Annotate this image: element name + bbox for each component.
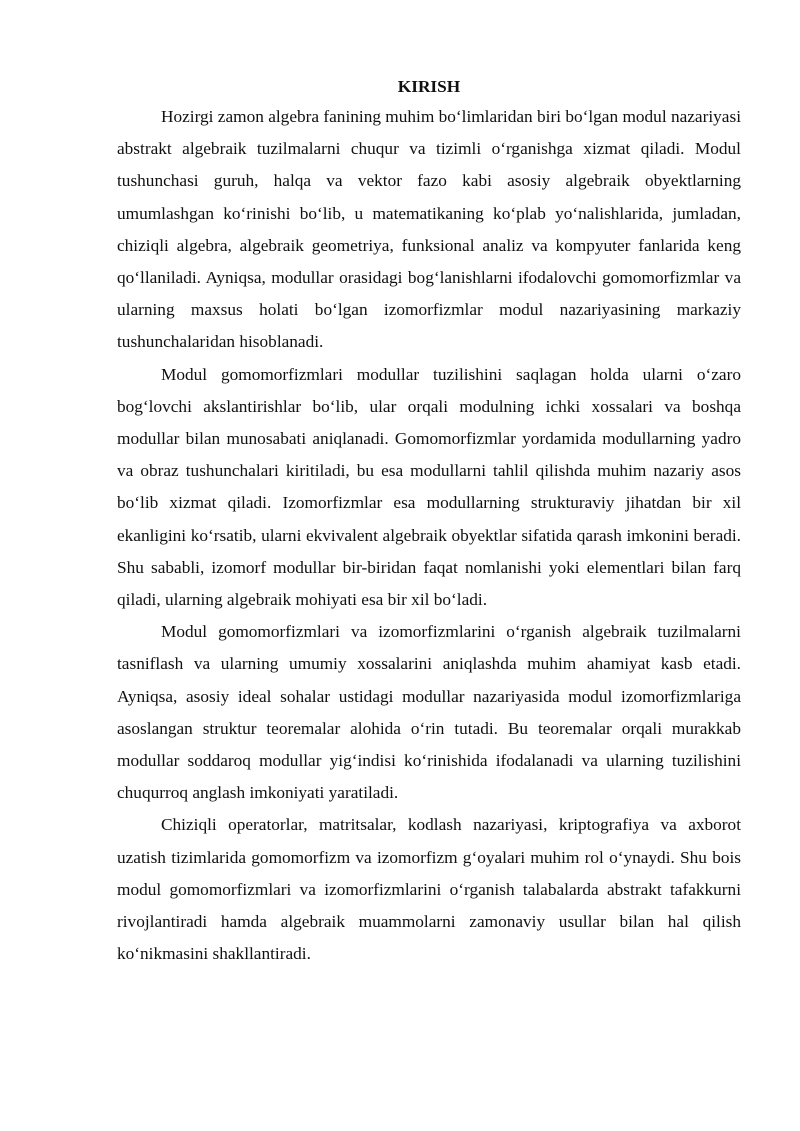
- paragraph-2: Modul gomomorfizmlari modullar tuzilishini saqlagan holda ularni o‘zaro bog‘lovchi akslantirishlar bo‘lib, ular orqali modulning ichki xossalari va boshqa modullar bilan munosabati aniqlanadi. Gomomorfizmlar yordamida modullarning yadro va obraz tushunchalari kiritiladi, bu esa modullarni tahlil qilishda muhim nazariy asos bo‘lib xizmat qiladi. Izomorfizmlar esa modullarning strukturaviy jihatdan bir xil ekanligini ko‘rsatib, ularni ekvivalent algebraik obyektlar sifatida qarash imkonini beradi. Shu sababli, izomorf modullar bir-biridan faqat nomlanishi yoki elementlari bilan farq qiladi, ularning algebraik mohiyati esa bir xil bo‘ladi.: [117, 364, 741, 610]
- paragraph-4: Chiziqli operatorlar, matritsalar, kodlash nazariyasi, kriptografiya va axborot uzatish tizimlarida gomomorfizm va izomorfizm g‘oyalari muhim rol o‘ynaydi. Shu bois modul gomomorfizmlari va izomorfizmlarini o‘rganish talabalarda abstrakt tafakkurni rivojlantiradi hamda algebraik muammolarni zamonaviy usullar bilan hal qilish ko‘nikmasini shakllantiradi.: [117, 815, 741, 964]
- document-body: [117, 74, 741, 970]
- section-heading: KIRISH: [397, 77, 461, 96]
- paragraph-1: Hozirgi zamon algebra fanining muhim bo‘limlaridan biri bo‘lgan modul nazariyasi abstrakt algebraik tuzilmalarni chuqur va tizimli o‘rganishga xizmat qiladi. Modul tushunchasi guruh, halqa va vektor fazo kabi asosiy algebraik obyektlarning umumlashgan ko‘rinishi bo‘lib, u matematikaning ko‘plab yo‘nalishlarida, jumladan, chiziqli algebra, algebraik geometriya, funksional analiz va kompyuter fanlarida keng qo‘llaniladi. Ayniqsa, modullar orasidagi bog‘lanishlarni ifodalovchi gomomorfizmlar va ularning maxsus holati bo‘lgan izomorfizmlar modul nazariyasining markaziy tushunchalaridan hisoblanadi.: [117, 107, 741, 352]
- paragraph-3: Modul gomomorfizmlari va izomorfizmlarini o‘rganish algebraik tuzilmalarni tasniflash va ularning umumiy xossalarini aniqlashda muhim ahamiyat kasb etadi. Ayniqsa, asosiy ideal sohalar ustidagi modullar nazariyasida modul izomorfizmlariga asoslangan struktur teoremalar alohida o‘rin tutadi. Bu teoremalar orqali murakkab modullar soddaroq modullar yig‘indisi ko‘rinishida ifodalanadi va ularning tuzilishini chuqurroq anglash imkoniyati yaratiladi.: [117, 622, 741, 803]
